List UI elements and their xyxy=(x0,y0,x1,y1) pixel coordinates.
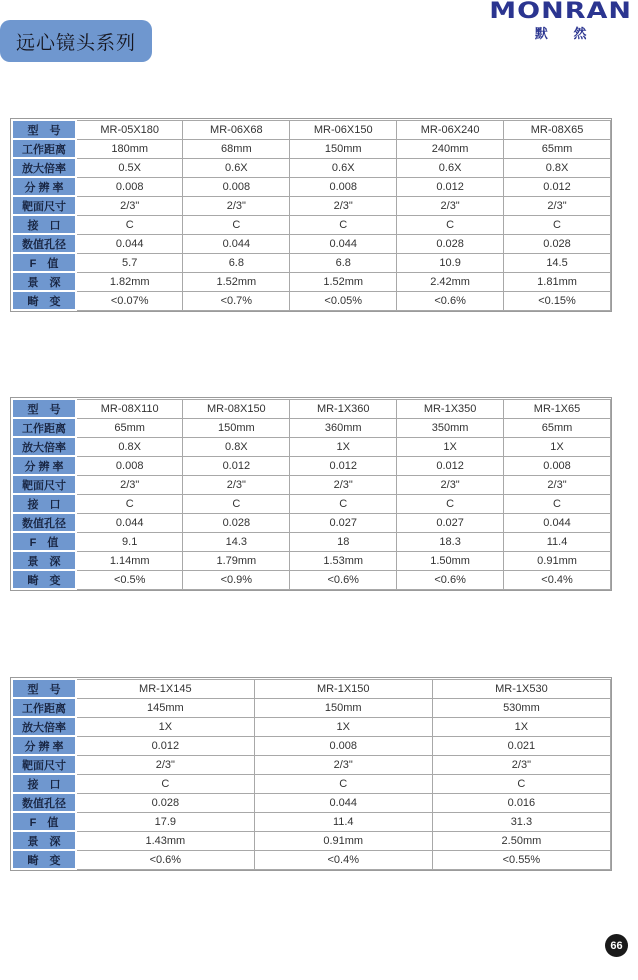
spec-cell: 1X xyxy=(432,717,610,736)
table-row xyxy=(12,717,611,736)
table-row xyxy=(12,831,611,850)
spec-cell: C xyxy=(76,494,183,513)
model-cell: MR-08X65 xyxy=(504,120,611,139)
spec-cell: 9.1 xyxy=(76,532,183,551)
spec-cell: 2/3" xyxy=(76,196,183,215)
table-row xyxy=(12,570,611,589)
row-label: 接 口 xyxy=(12,774,76,793)
table-row xyxy=(12,399,611,418)
page-title: 远心镜头系列 xyxy=(15,32,136,54)
spec-cell: 0.016 xyxy=(432,793,610,812)
table-row xyxy=(12,215,611,234)
table-row xyxy=(12,120,611,139)
spec-cell: 350mm xyxy=(397,418,504,437)
spec-cell: 150mm xyxy=(290,139,397,158)
spec-cell: 0.5X xyxy=(76,158,183,177)
spec-cell: <0.4% xyxy=(504,570,611,589)
spec-cell: 0.027 xyxy=(290,513,397,532)
spec-cell: <0.5% xyxy=(76,570,183,589)
spec-cell: 0.6X xyxy=(183,158,290,177)
model-cell: MR-1X360 xyxy=(290,399,397,418)
spec-table-2 xyxy=(10,397,612,591)
table-row xyxy=(12,793,611,812)
spec-cell: <0.6% xyxy=(76,850,254,869)
spec-cell: C xyxy=(76,215,183,234)
row-label: 分 辨 率 xyxy=(12,736,76,755)
spec-cell: 0.021 xyxy=(432,736,610,755)
spec-cell: 0.008 xyxy=(254,736,432,755)
table-row xyxy=(12,698,611,717)
table-row xyxy=(12,291,611,310)
table-row xyxy=(12,755,611,774)
table-row xyxy=(12,437,611,456)
spec-cell: 1X xyxy=(76,717,254,736)
spec-cell: 0.012 xyxy=(183,456,290,475)
spec-cell: 1.43mm xyxy=(76,831,254,850)
spec-table-3 xyxy=(10,677,612,871)
spec-cell: 0.8X xyxy=(504,158,611,177)
row-label: 数值孔径 xyxy=(12,513,76,532)
spec-cell: 180mm xyxy=(76,139,183,158)
spec-cell: C xyxy=(397,215,504,234)
spec-cell: C xyxy=(183,494,290,513)
spec-cell: 0.8X xyxy=(183,437,290,456)
spec-cell: 0.008 xyxy=(290,177,397,196)
model-cell: MR-08X110 xyxy=(76,399,183,418)
spec-cell: C xyxy=(504,215,611,234)
table-row xyxy=(12,418,611,437)
spec-cell: 17.9 xyxy=(76,812,254,831)
spec-cell: 530mm xyxy=(432,698,610,717)
spec-cell: 150mm xyxy=(183,418,290,437)
page-number-badge xyxy=(605,934,628,957)
row-label: 分 辨 率 xyxy=(12,177,76,196)
spec-cell: <0.15% xyxy=(504,291,611,310)
spec-cell: <0.07% xyxy=(76,291,183,310)
table-row xyxy=(12,736,611,755)
row-label: 放大倍率 xyxy=(12,717,76,736)
spec-cell: 0.028 xyxy=(76,793,254,812)
table-row xyxy=(12,494,611,513)
model-cell: MR-06X68 xyxy=(183,120,290,139)
row-label: 工作距离 xyxy=(12,698,76,717)
model-cell: MR-1X65 xyxy=(504,399,611,418)
table-row xyxy=(12,774,611,793)
spec-cell: <0.6% xyxy=(397,570,504,589)
series-title-badge xyxy=(0,20,152,62)
spec-cell: 0.91mm xyxy=(254,831,432,850)
table-row xyxy=(12,139,611,158)
row-label: 放大倍率 xyxy=(12,437,76,456)
spec-cell: 1.82mm xyxy=(76,272,183,291)
spec-cell: 6.8 xyxy=(290,253,397,272)
spec-cell: 0.028 xyxy=(504,234,611,253)
spec-cell: 0.028 xyxy=(183,513,290,532)
spec-cell: 1.52mm xyxy=(290,272,397,291)
spec-cell: 0.044 xyxy=(290,234,397,253)
row-label: 景 深 xyxy=(12,551,76,570)
row-label: 型 号 xyxy=(12,679,76,698)
spec-cell: 1.50mm xyxy=(397,551,504,570)
brand-wordmark: MONRAN xyxy=(489,0,632,24)
table-row xyxy=(12,475,611,494)
spec-cell: <0.55% xyxy=(432,850,610,869)
spec-cell: C xyxy=(254,774,432,793)
spec-cell: 18.3 xyxy=(397,532,504,551)
spec-cell: 11.4 xyxy=(254,812,432,831)
spec-cell: 2/3" xyxy=(397,196,504,215)
model-cell: MR-08X150 xyxy=(183,399,290,418)
row-label: F 值 xyxy=(12,532,76,551)
table-row xyxy=(12,158,611,177)
spec-cell: 1.52mm xyxy=(183,272,290,291)
row-label: 分 辨 率 xyxy=(12,456,76,475)
spec-cell: <0.6% xyxy=(397,291,504,310)
spec-cell: 31.3 xyxy=(432,812,610,831)
spec-cell: 11.4 xyxy=(504,532,611,551)
spec-cell: 0.012 xyxy=(76,736,254,755)
table-row xyxy=(12,532,611,551)
table-row xyxy=(12,679,611,698)
model-cell: MR-06X240 xyxy=(397,120,504,139)
spec-cell: 6.8 xyxy=(183,253,290,272)
spec-cell: 1.53mm xyxy=(290,551,397,570)
spec-cell: C xyxy=(397,494,504,513)
row-label: 工作距离 xyxy=(12,139,76,158)
spec-cell: 2/3" xyxy=(254,755,432,774)
spec-cell: 14.3 xyxy=(183,532,290,551)
spec-cell: 0.012 xyxy=(504,177,611,196)
table-row xyxy=(12,456,611,475)
model-cell: MR-05X180 xyxy=(76,120,183,139)
spec-cell: 0.028 xyxy=(397,234,504,253)
spec-cell: 0.044 xyxy=(76,513,183,532)
spec-cell: 10.9 xyxy=(397,253,504,272)
spec-cell: 0.008 xyxy=(183,177,290,196)
spec-cell: 2/3" xyxy=(76,755,254,774)
spec-cell: 14.5 xyxy=(504,253,611,272)
spec-cell: 2/3" xyxy=(397,475,504,494)
spec-cell: 18 xyxy=(290,532,397,551)
spec-cell: 0.91mm xyxy=(504,551,611,570)
row-label: 接 口 xyxy=(12,494,76,513)
spec-cell: 0.012 xyxy=(397,456,504,475)
spec-cell: C xyxy=(76,774,254,793)
spec-cell: 0.008 xyxy=(76,177,183,196)
spec-cell: <0.05% xyxy=(290,291,397,310)
row-label: 靶面尺寸 xyxy=(12,196,76,215)
spec-cell: 68mm xyxy=(183,139,290,158)
spec-cell: 1X xyxy=(504,437,611,456)
spec-cell: 0.6X xyxy=(290,158,397,177)
spec-cell: 0.012 xyxy=(290,456,397,475)
model-cell: MR-1X150 xyxy=(254,679,432,698)
spec-cell: <0.6% xyxy=(290,570,397,589)
spec-cell: C xyxy=(290,494,397,513)
row-label: 景 深 xyxy=(12,272,76,291)
table-row xyxy=(12,812,611,831)
row-label: F 值 xyxy=(12,812,76,831)
row-label: 畸 变 xyxy=(12,570,76,589)
spec-cell: 240mm xyxy=(397,139,504,158)
spec-cell: C xyxy=(183,215,290,234)
table-row xyxy=(12,177,611,196)
spec-cell: 2/3" xyxy=(504,196,611,215)
spec-cell: C xyxy=(504,494,611,513)
spec-cell: 2.50mm xyxy=(432,831,610,850)
row-label: 数值孔径 xyxy=(12,793,76,812)
spec-cell: 65mm xyxy=(76,418,183,437)
row-label: 畸 变 xyxy=(12,291,76,310)
spec-cell: 2/3" xyxy=(183,475,290,494)
spec-cell: 1X xyxy=(254,717,432,736)
spec-cell: 0.012 xyxy=(397,177,504,196)
spec-cell: 0.044 xyxy=(183,234,290,253)
row-label: 畸 变 xyxy=(12,850,76,869)
table-row xyxy=(12,234,611,253)
spec-cell: 65mm xyxy=(504,418,611,437)
spec-cell: 0.044 xyxy=(76,234,183,253)
spec-cell: 2/3" xyxy=(432,755,610,774)
table-row xyxy=(12,513,611,532)
spec-cell: 2/3" xyxy=(183,196,290,215)
spec-cell: 0.008 xyxy=(76,456,183,475)
table-row xyxy=(12,551,611,570)
spec-cell: 150mm xyxy=(254,698,432,717)
spec-cell: 2/3" xyxy=(290,196,397,215)
spec-cell: 1.81mm xyxy=(504,272,611,291)
spec-cell: 1.14mm xyxy=(76,551,183,570)
spec-cell: C xyxy=(432,774,610,793)
spec-cell: 0.008 xyxy=(504,456,611,475)
spec-cell: 0.6X xyxy=(397,158,504,177)
row-label: 型 号 xyxy=(12,399,76,418)
spec-cell: 0.8X xyxy=(76,437,183,456)
spec-cell: 0.044 xyxy=(504,513,611,532)
row-label: F 值 xyxy=(12,253,76,272)
spec-cell: 65mm xyxy=(504,139,611,158)
spec-cell: <0.9% xyxy=(183,570,290,589)
spec-cell: 1.79mm xyxy=(183,551,290,570)
model-cell: MR-1X530 xyxy=(432,679,610,698)
row-label: 数值孔径 xyxy=(12,234,76,253)
spec-cell: <0.4% xyxy=(254,850,432,869)
spec-cell: 2/3" xyxy=(76,475,183,494)
table-row xyxy=(12,253,611,272)
table-row xyxy=(12,196,611,215)
spec-cell: 5.7 xyxy=(76,253,183,272)
row-label: 靶面尺寸 xyxy=(12,475,76,494)
spec-table-1 xyxy=(10,118,612,312)
spec-cell: 1X xyxy=(290,437,397,456)
spec-cell: 2/3" xyxy=(504,475,611,494)
spec-cell: 2/3" xyxy=(290,475,397,494)
spec-cell: 1X xyxy=(397,437,504,456)
model-cell: MR-1X145 xyxy=(76,679,254,698)
table-row xyxy=(12,850,611,869)
spec-cell: 360mm xyxy=(290,418,397,437)
row-label: 工作距离 xyxy=(12,418,76,437)
spec-cell: 2.42mm xyxy=(397,272,504,291)
spec-cell: 0.044 xyxy=(254,793,432,812)
table-row xyxy=(12,272,611,291)
page-number: 66 xyxy=(610,939,623,952)
spec-cell: <0.7% xyxy=(183,291,290,310)
row-label: 景 深 xyxy=(12,831,76,850)
row-label: 型 号 xyxy=(12,120,76,139)
brand-logo xyxy=(489,1,632,42)
spec-cell: C xyxy=(290,215,397,234)
brand-chinese-name: 默 然 xyxy=(534,26,598,41)
spec-cell: 145mm xyxy=(76,698,254,717)
row-label: 放大倍率 xyxy=(12,158,76,177)
row-label: 接 口 xyxy=(12,215,76,234)
model-cell: MR-06X150 xyxy=(290,120,397,139)
row-label: 靶面尺寸 xyxy=(12,755,76,774)
model-cell: MR-1X350 xyxy=(397,399,504,418)
spec-cell: 0.027 xyxy=(397,513,504,532)
